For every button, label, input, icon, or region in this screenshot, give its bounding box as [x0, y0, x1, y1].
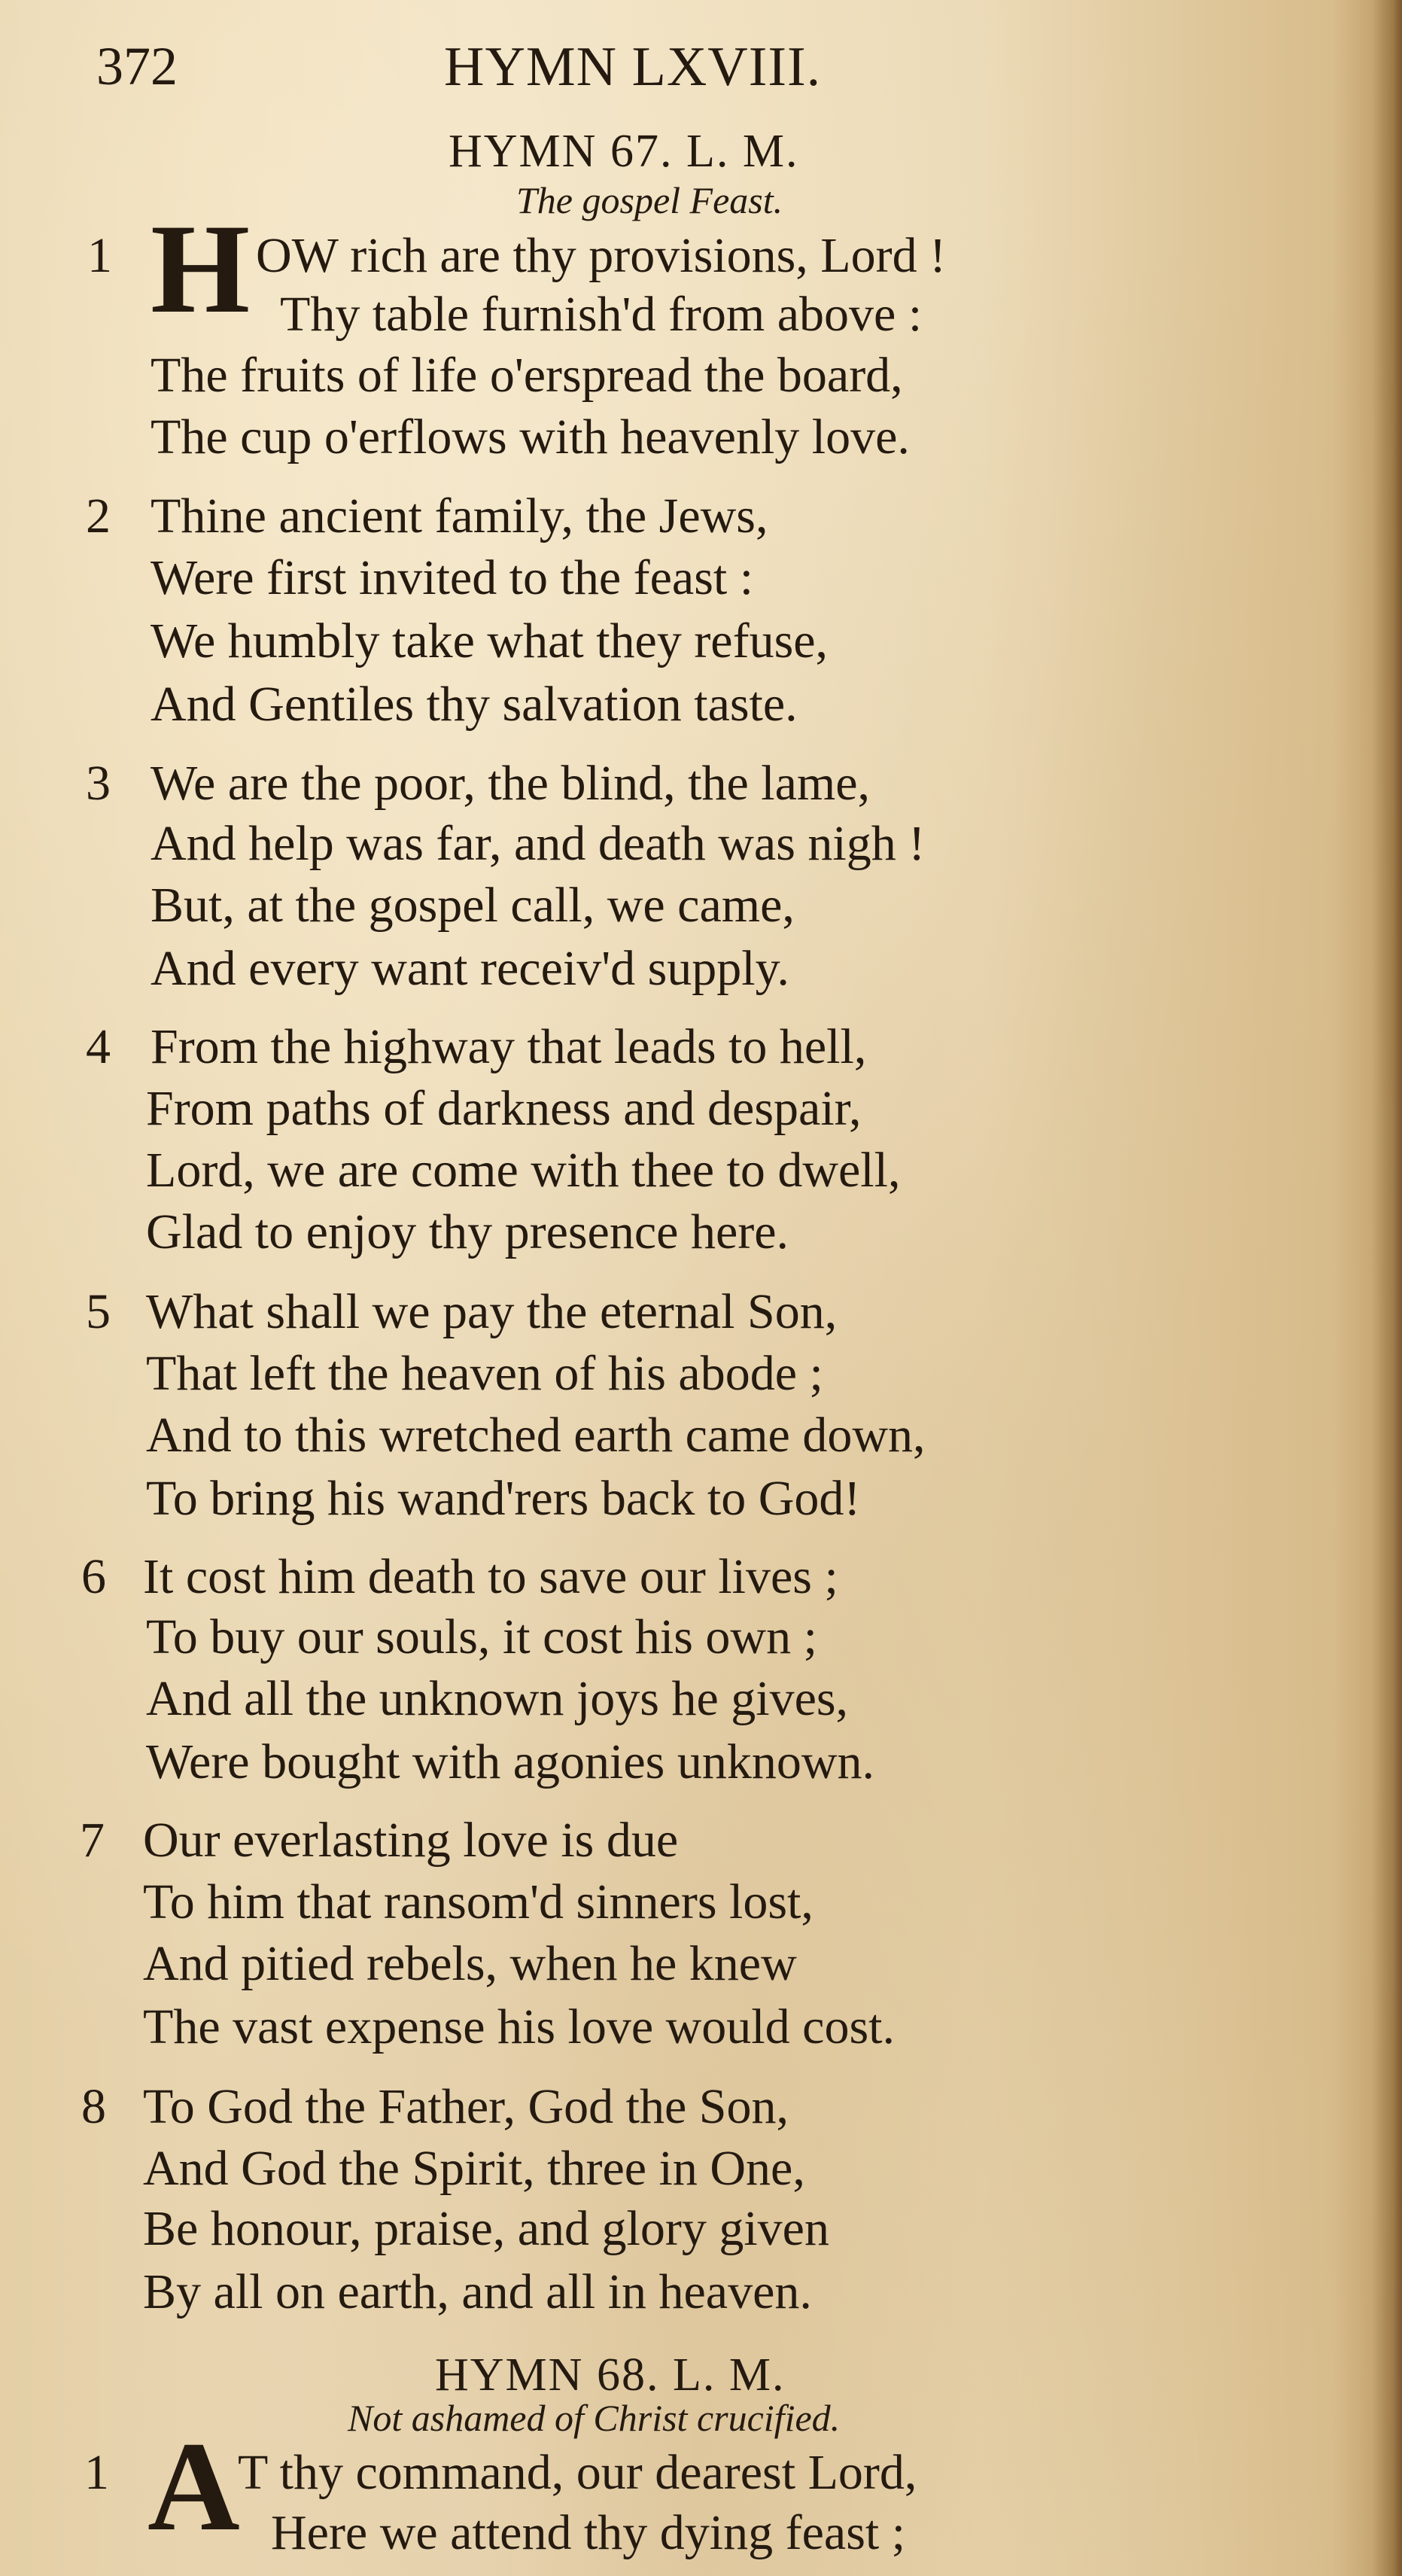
verse-line: And God the Spirit, three in One, — [143, 2141, 805, 2196]
drop-cap: H — [151, 198, 251, 340]
verse-number: 8 — [81, 2079, 106, 2134]
verse-number: 7 — [80, 1813, 105, 1868]
verse-line: And all the unknown joys he gives, — [146, 1671, 849, 1726]
verse-line: Thy table furnish'd from above : — [280, 287, 923, 342]
verse-line: That left the heaven of his abode ; — [146, 1346, 823, 1401]
verse-line: And Gentiles thy salvation taste. — [151, 677, 798, 732]
verse-line: Lord, we are come with thee to dwell, — [146, 1143, 901, 1198]
verse-line: Here we attend thy dying feast ; — [271, 2505, 906, 2560]
verse-line: And help was far, and death was nigh ! — [151, 816, 926, 871]
verse-line: From the highway that leads to hell, — [151, 1019, 867, 1074]
drop-cap: A — [147, 2416, 240, 2557]
verse-line: What shall we pay the eternal Son, — [146, 1284, 838, 1339]
verse-number: 3 — [86, 756, 111, 811]
verse-line: Be honour, praise, and glory given — [143, 2201, 829, 2256]
hymn-heading: HYMN 67. L. M. — [449, 126, 799, 177]
verse-line: Glad to enjoy thy presence here. — [146, 1204, 789, 1259]
running-head: HYMN LXVIII. — [444, 36, 822, 98]
verse-number: 2 — [86, 489, 111, 544]
verse-line: And to this wretched earth came down, — [146, 1408, 926, 1463]
verse-line: But, at the gospel call, we came, — [151, 878, 795, 933]
page-number: 372 — [96, 36, 178, 96]
verse-line: T thy command, our dearest Lord, — [238, 2445, 917, 2500]
verse-line: By all on earth, and all in heaven. — [143, 2264, 812, 2319]
verse-line: Were first invited to the feast : — [151, 550, 754, 605]
hymn-heading: HYMN 68. L. M. — [435, 2349, 786, 2401]
verse-line: Thine ancient family, the Jews, — [151, 489, 768, 544]
verse-line: To bring his wand'rers back to God! — [146, 1471, 861, 1526]
verse-number: 4 — [86, 1019, 111, 1074]
verse-line: And every want receiv'd supply. — [151, 941, 789, 996]
verse-line: The fruits of life o'erspread the board, — [151, 348, 903, 403]
verse-number: 1 — [87, 228, 112, 283]
verse-line: From paths of darkness and despair, — [146, 1081, 862, 1136]
verse-line: The cup o'erflows with heavenly love. — [151, 410, 910, 464]
verse-line: OW rich are thy provisions, Lord ! — [256, 228, 947, 283]
verse-line: It cost him death to save our lives ; — [143, 1549, 838, 1604]
verse-number: 1 — [84, 2445, 109, 2500]
verse-line: Our everlasting love is due — [143, 1813, 679, 1868]
verse-line: The vast expense his love would cost. — [143, 1999, 895, 2054]
verse-line: To God the Father, God the Son, — [143, 2079, 789, 2134]
verse-line: To buy our souls, it cost his own ; — [146, 1609, 817, 1664]
verse-number: 6 — [81, 1549, 106, 1604]
verse-line: We humbly take what they refuse, — [151, 614, 829, 668]
hymn-subtitle: The gospel Feast. — [516, 179, 783, 221]
verse-line: And pitied rebels, when he knew — [143, 1936, 797, 1991]
verse-number: 5 — [86, 1284, 111, 1339]
verse-line: We are the poor, the blind, the lame, — [151, 756, 871, 811]
verse-line: Were bought with agonies unknown. — [146, 1734, 875, 1789]
verse-line: To him that ransom'd sinners lost, — [143, 1874, 814, 1929]
hymn-subtitle: Not ashamed of Christ crucified. — [348, 2397, 841, 2439]
